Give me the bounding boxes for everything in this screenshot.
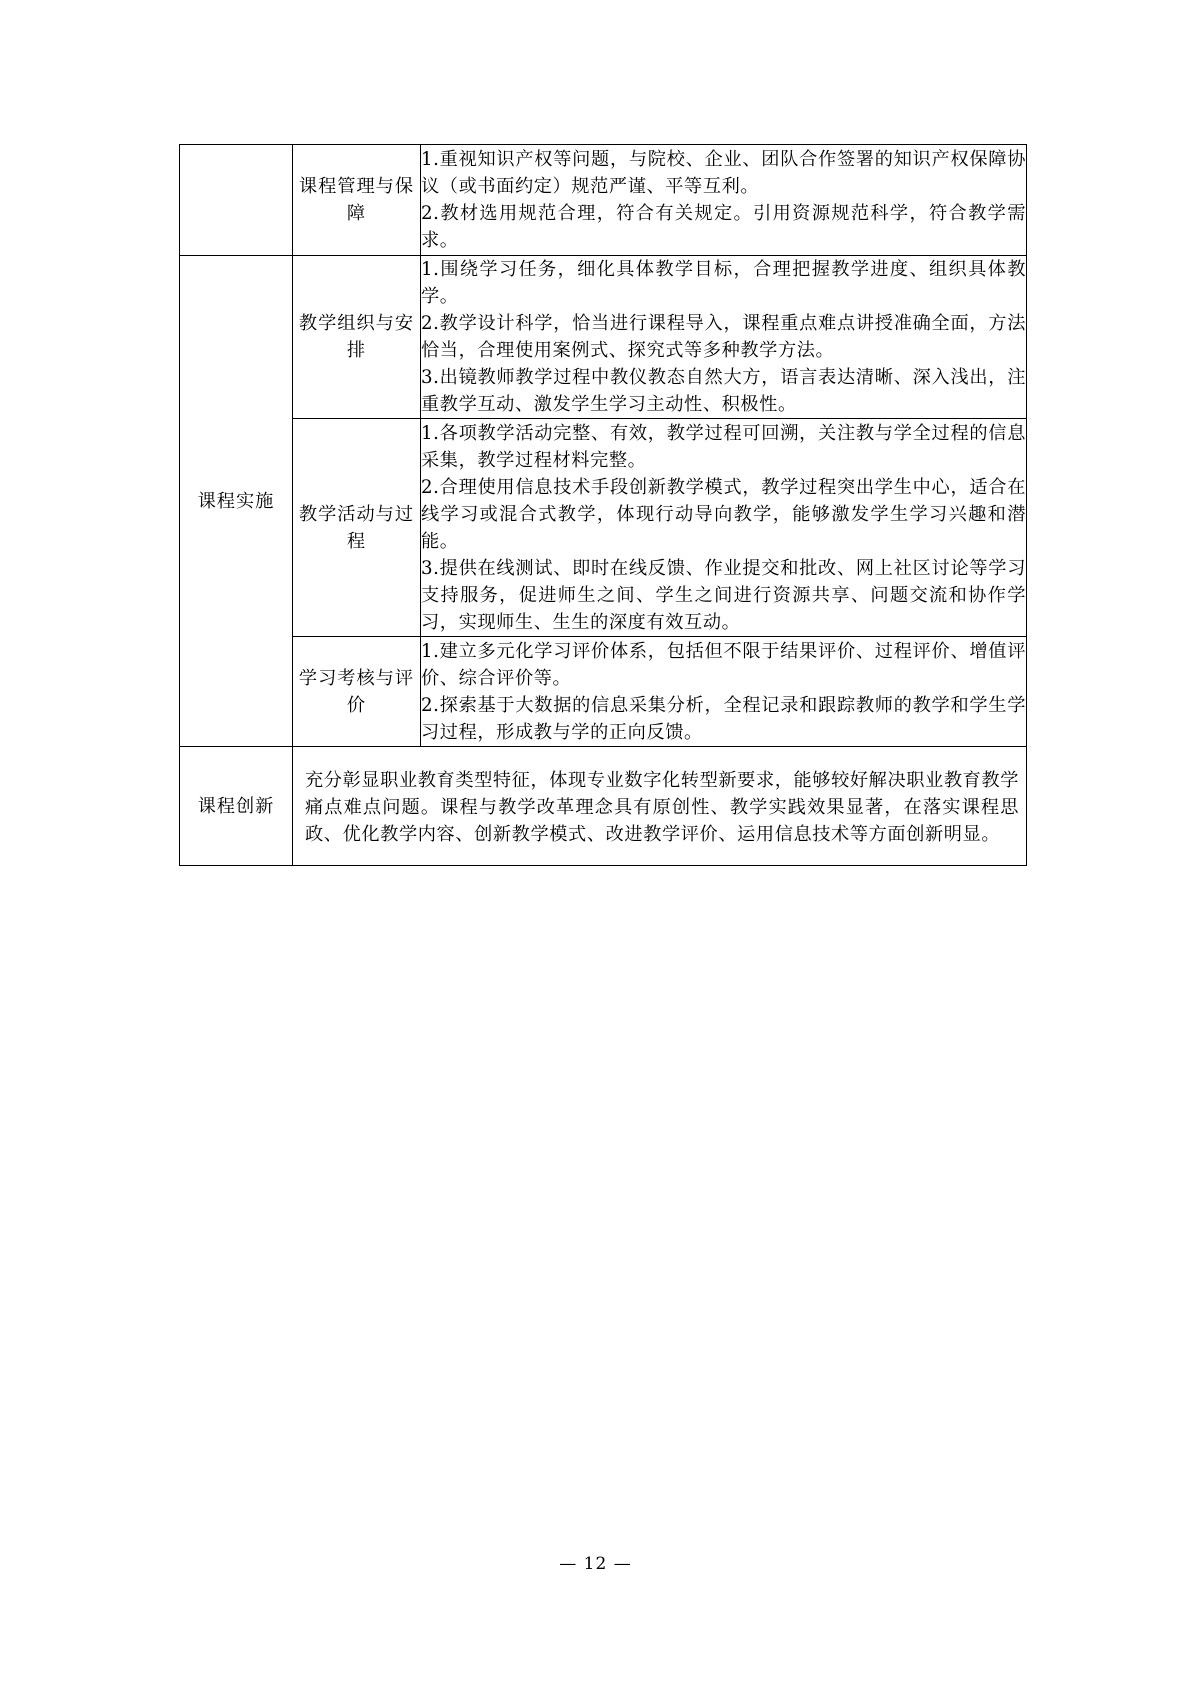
criterion-item: 2.教学设计科学，恰当进行课程导入，课程重点难点讲授准确全面，方法恰当，合理使用案例式、探究式等多种教学方法。 [421,313,1026,361]
category-cell-empty [180,145,293,256]
criterion-item: 1.围绕学习任务，细化具体教学目标，合理把握教学进度、组织具体教学。 [421,259,1026,307]
subcategory-learning-assessment: 学习考核与评价 [293,637,421,747]
criterion-item: 3.出镜教师教学过程中教仪教态自然大方，语言表达清晰、深入浅出，注重教学互动、激发学生学习主动性、积极性。 [421,367,1026,415]
criterion-item: 2.合理使用信息技术手段创新教学模式，教学过程突出学生中心，适合在线学习或混合式教学，体现行动导向教学，能够激发学生学习兴趣和潜能。 [421,476,1026,552]
table-row-learning-assessment [180,637,1027,747]
criteria-course-management [421,145,1027,256]
table-row-teaching-organization [180,256,1027,419]
evaluation-criteria-table [179,144,1027,866]
category-course-implementation: 课程实施 [180,256,293,747]
criteria-course-innovation: 充分彰显职业教育类型特征，体现专业数字化转型新要求，能够较好解决职业教育教学痛点难点问题。课程与教学改革理念具有原创性、教学实践效果显著，在落实课程思政、优化教学内容、创新教学模式、改进教学评价、运用信息技术等方面创新明显。 [293,747,1027,866]
criterion-item: 3.提供在线测试、即时在线反馈、作业提交和批改、网上社区讨论等学习支持服务，促进师生之间、学生之间进行资源共享、问题交流和协作学习，实现师生、生生的深度有效互动。 [421,557,1026,633]
criterion-item: 1.建立多元化学习评价体系，包括但不限于结果评价、过程评价、增值评价、综合评价等。 [421,640,1026,689]
category-course-innovation: 课程创新 [180,747,293,866]
subcategory-teaching-activity: 教学活动与过程 [293,419,421,637]
criteria-teaching-organization [421,256,1027,419]
table-row-course-management [180,145,1027,256]
subcategory-course-management: 课程管理与保障 [293,145,421,256]
criteria-learning-assessment [421,637,1027,747]
criterion-item: 2.探索基于大数据的信息采集分析，全程记录和跟踪教师的教学和学生学习过程，形成教与学的正向反馈。 [421,694,1026,743]
page-number: — 12 — [559,1554,632,1574]
subcategory-teaching-organization: 教学组织与安排 [293,256,421,419]
criterion-item: 2.教材选用规范合理，符合有关规定。引用资源规范科学，符合教学需求。 [421,203,1026,251]
criterion-item: 1.各项教学活动完整、有效，教学过程可回溯，关注教与学全过程的信息采集，教学过程材料完整。 [421,422,1026,471]
criteria-teaching-activity [421,419,1027,637]
table-row-teaching-activity [180,419,1027,637]
table-row-course-innovation [180,747,1027,866]
criterion-item: 1.重视知识产权等问题，与院校、企业、团队合作签署的知识产权保障协议（或书面约定）规范严谨、平等互利。 [421,149,1026,197]
